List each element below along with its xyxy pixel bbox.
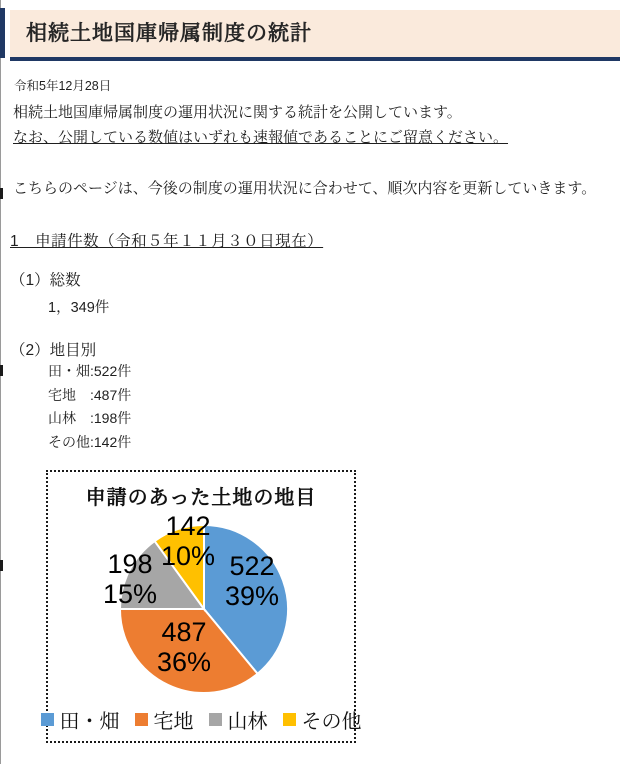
slice-percent: 36% [156,647,212,677]
land-type-list [48,360,131,454]
legend-item [41,705,120,734]
slice-percent: 39% [224,581,280,611]
legend-swatch-sonota [283,713,296,726]
window-edge-tick [0,365,3,376]
publish-date: 令和5年12月28日 [14,79,112,93]
legend-label: その他 [301,711,362,733]
land-type-item: 宅地 :487件 [48,386,132,403]
legend-label: 田・畑 [59,711,120,733]
window-edge-tick [0,560,3,571]
page-header [10,10,620,61]
legend-item [135,705,194,734]
chart-panel [46,470,362,743]
slice-value: 142 [165,511,211,541]
legend-swatch-tahata [41,713,54,726]
header-accent-bar [0,8,5,58]
legend-swatch-sanrin [209,713,222,726]
legend-label: 山林 [227,711,268,733]
slice-percent: 15% [102,579,158,609]
pie-chart [119,524,289,694]
window-edge-tick [0,188,3,199]
slice-percent: 10% [160,541,216,571]
section-heading: 1 申請件数（令和５年１１月３０日現在） [10,233,324,250]
window-edge-line [0,0,1,764]
slice-value: 198 [107,549,153,579]
legend-label: 宅地 [153,711,194,733]
total-label: （1）総数 [10,272,81,289]
slice-value: 522 [229,551,275,581]
page-title: 相続土地国庫帰属制度の統計 [26,22,312,45]
intro-text: 相続土地国庫帰属制度の運用状況に関する統計を公開しています。 [13,104,462,121]
total-value: 1，349件 [48,300,110,316]
land-type-item: その他:142件 [48,433,132,450]
legend-swatch-takuchi [135,713,148,726]
chart-legend [48,705,362,734]
land-type-item: 山林 :198件 [48,410,132,426]
chart-title: 申請のあった土地の地目 [85,487,317,509]
legend-item [209,705,268,734]
update-note: こちらのページは、今後の制度の運用状況に合わせて、順次内容を更新していきます。 [13,180,597,197]
land-type-item: 田・畑:522件 [48,363,132,379]
proviso-text: なお、公開している数値はいずれも速報値であることにご留意ください。 [13,129,509,146]
slice-value: 487 [161,617,207,647]
legend-item [283,705,362,734]
land-type-label: （2）地目別 [10,342,97,359]
